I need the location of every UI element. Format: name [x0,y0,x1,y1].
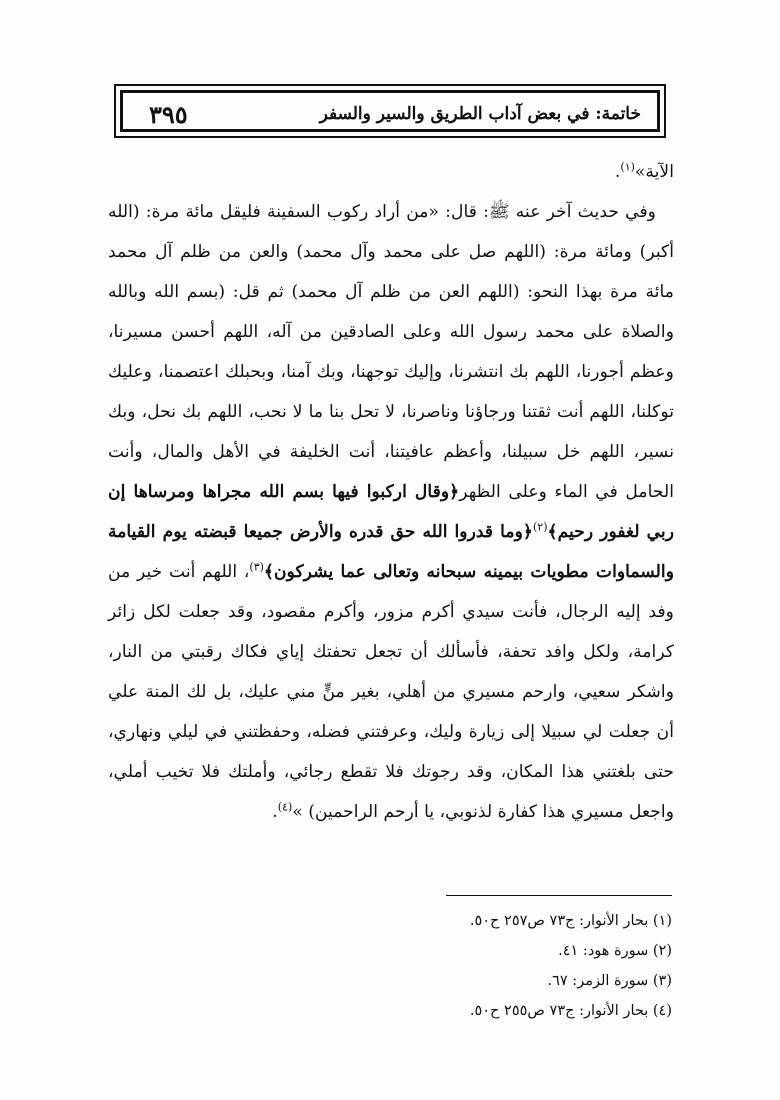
text-fragment: . [272,802,278,822]
header-inner-border [120,90,660,132]
quran-verse-2: ﴿وما قدروا الله حق قدره والأرض جميعا قبضته يوم القيامة والسماوات مطويات بيمينه سبحانه وتعالى عما يشركون﴾ [108,522,674,582]
text-fragment: ، اللهم أنت خير من وفد إليه الرجال، فأنت سيدي أكرم مزور، وأكرم مقصود، وقد جعلت لكل زائر كرامة، ولكل وافد تحفة، فأسألك أن تجعل تحفتك إياي فكاك رقبتي من النار، واشكر سعيي، وارحم مسيري من أهلي، بغير منٍّ مني عليك، بل لك المنة علي أن جعلت لي سبيلا إلى زيارة وليك، وعرفتني فضله، وحفظتني في ليلي ونهاري، حتى بلغتني هذا المكان، وقد رجوتك فلا تقطع رجائي، وأملتك فلا تخيب أملي، واجعل مسيري هذا كفارة لذنوبي، يا أرحم الراحمين) » [108,562,674,822]
footnote-separator [446,895,672,896]
text-fragment: الآية» [634,162,674,182]
page-number: ٣٩٥ [149,100,188,129]
text-fragment: وفي حديث آخر عنه ﷺ: قال: «من أراد ركوب السفينة فليقل مائة مرة: (الله أكبر) ومائة مرة: (اللهم صل على محمد وآل محمد) والعن من ظلم آل محمد مائة مرة بهذا النحو: (اللهم العن من ظلم آل محمد) ثم قل: (بسم الله وبالله والصلاة على محمد رسول الله وعلى الصادقين من آله، اللهم أحسن مسيرنا، وعظم أجورنا، اللهم بك انتشرنا، وإليك توجهنا، وبك آمنا، وبحبلك اعتصمنا، وعليك توكلنا، اللهم أنت ثقتنا ورجاؤنا وناصرنا، لا تحل بنا ما لا نحب، اللهم بك نحل، وبك نسير، اللهم خل سبيلنا، وأعظم عافيتنا، أنت الخليفة في الأهل والمال، وأنت الحامل في الماء وعلى الظهر [108,202,674,502]
footnote-1: (١) بحار الأنوار: ج٧٣ ص٢٥٧ ح٥٠. [469,913,672,929]
footnote-3: (٣) سورة الزمر: ٦٧. [547,973,672,989]
paragraph-2 [108,192,674,832]
text-fragment: . [614,162,621,182]
paragraph-1 [108,152,674,192]
running-header [114,84,666,138]
footnote-ref-2: (٢) [532,520,548,534]
footnote-ref-3: (٣) [249,560,264,574]
main-text [108,152,674,832]
footnote-ref-1: (١) [620,160,635,174]
footnote-4: (٤) بحار الأنوار: ج٧٣ ص٢٥٥ ح٥٠. [469,1003,672,1019]
chapter-title: خاتمة: في بعض آداب الطريق والسير والسفر [319,104,641,124]
footnotes [222,906,672,1026]
footnote-ref-4: (٤) [277,800,293,814]
quran-verse-1: ﴿وقال اركبوا فيها بسم الله مجراها ومرساها إن ربي لغفور رحيم﴾ [108,482,675,542]
footnote-2: (٢) سورة هود: ٤١. [558,943,672,959]
